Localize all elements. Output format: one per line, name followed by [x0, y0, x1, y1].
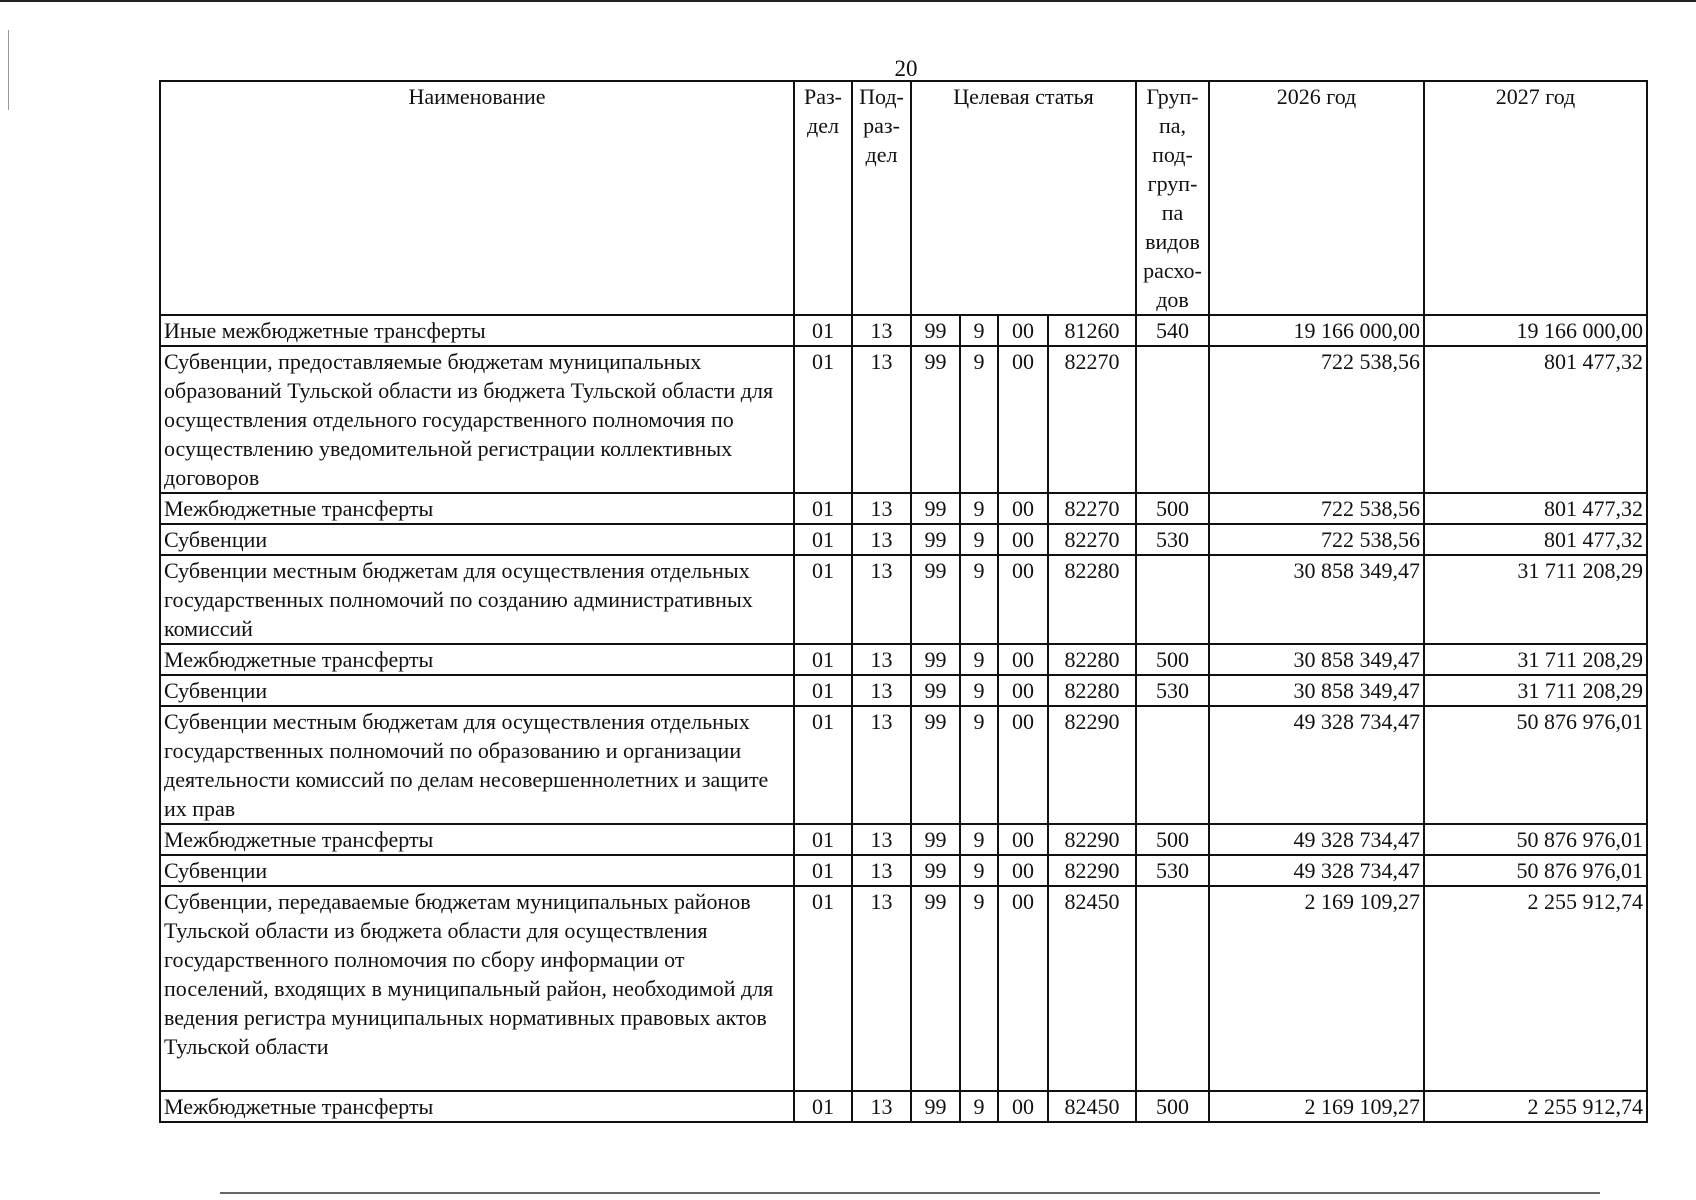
row-target-subprogram: 9	[960, 644, 998, 675]
row-target-subprogram: 9	[960, 824, 998, 855]
row-expense-group	[1136, 886, 1209, 1091]
row-razdel: 01	[794, 493, 852, 524]
header-razdel: Раз- дел	[794, 81, 852, 315]
row-expense-group: 500	[1136, 493, 1209, 524]
table-header-row	[160, 81, 1647, 315]
row-razdel: 01	[794, 644, 852, 675]
row-podrazdel: 13	[852, 524, 911, 555]
row-target-subprogram: 9	[960, 1091, 998, 1122]
row-target-program: 99	[911, 675, 960, 706]
row-target-code: 82270	[1048, 346, 1136, 493]
row-amount-2027: 2 255 912,74	[1424, 1091, 1647, 1122]
row-name: Межбюджетные трансферты	[160, 493, 794, 524]
row-target-code: 82270	[1048, 524, 1136, 555]
row-name: Субвенции местным бюджетам для осуществления отдельных государственных полномочий по образованию и организации деятельности комиссий по делам несовершеннолетних и защите их прав	[160, 706, 794, 824]
row-target-code: 82450	[1048, 1091, 1136, 1122]
row-amount-2026: 722 538,56	[1209, 346, 1424, 493]
row-podrazdel: 13	[852, 1091, 911, 1122]
row-amount-2026: 2 169 109,27	[1209, 1091, 1424, 1122]
row-name: Межбюджетные трансферты	[160, 1091, 794, 1122]
row-target-program: 99	[911, 1091, 960, 1122]
row-name-text: Субвенции, передаваемые бюджетам муниципальных районов Тульской области из бюджета области для осуществления государственного полномочия по сбору информации от поселений, входящих в муниципальный район, необходимой для ведения регистра муниципальных нормативных правовых актов Тульской области	[164, 889, 774, 1059]
row-amount-2026: 2 169 109,27	[1209, 886, 1424, 1091]
row-target-code: 82280	[1048, 675, 1136, 706]
row-razdel: 01	[794, 886, 852, 1091]
row-razdel: 01	[794, 706, 852, 824]
row-target-subprogram: 9	[960, 706, 998, 824]
header-year-2027: 2027 год	[1424, 81, 1647, 315]
row-podrazdel: 13	[852, 675, 911, 706]
row-razdel: 01	[794, 346, 852, 493]
row-target-subprogram: 9	[960, 493, 998, 524]
table-row	[160, 1091, 1647, 1122]
row-razdel: 01	[794, 555, 852, 644]
row-target-program: 99	[911, 855, 960, 886]
row-target-subprogram: 9	[960, 675, 998, 706]
header-year-2026: 2026 год	[1209, 81, 1424, 315]
row-expense-group: 530	[1136, 675, 1209, 706]
row-podrazdel: 13	[852, 886, 911, 1091]
header-name: Наименование	[160, 81, 794, 315]
row-expense-group: 530	[1136, 855, 1209, 886]
row-expense-group	[1136, 706, 1209, 824]
scan-border-bottom	[220, 1192, 1600, 1194]
row-name: Иные межбюджетные трансферты	[160, 315, 794, 346]
row-expense-group: 500	[1136, 1091, 1209, 1122]
table-row	[160, 824, 1647, 855]
row-target-code: 82280	[1048, 644, 1136, 675]
row-razdel: 01	[794, 1091, 852, 1122]
row-amount-2026: 722 538,56	[1209, 493, 1424, 524]
row-target-measure: 00	[998, 886, 1048, 1091]
table-row	[160, 706, 1647, 824]
row-amount-2027: 50 876 976,01	[1424, 706, 1647, 824]
row-target-program: 99	[911, 886, 960, 1091]
scan-border-top	[0, 0, 1696, 2]
row-name: Субвенции местным бюджетам для осуществления отдельных государственных полномочий по созданию административных комиссий	[160, 555, 794, 644]
row-name: Субвенции	[160, 524, 794, 555]
page-number: 20	[894, 56, 918, 81]
budget-table	[159, 80, 1648, 1123]
row-amount-2027: 801 477,32	[1424, 493, 1647, 524]
row-target-code: 82290	[1048, 855, 1136, 886]
row-target-program: 99	[911, 315, 960, 346]
row-podrazdel: 13	[852, 706, 911, 824]
table-body	[160, 315, 1647, 1122]
row-amount-2026: 49 328 734,47	[1209, 824, 1424, 855]
row-amount-2026: 49 328 734,47	[1209, 855, 1424, 886]
row-amount-2027: 50 876 976,01	[1424, 855, 1647, 886]
row-podrazdel: 13	[852, 644, 911, 675]
row-name: Межбюджетные трансферты	[160, 824, 794, 855]
row-target-measure: 00	[998, 675, 1048, 706]
row-amount-2027: 801 477,32	[1424, 346, 1647, 493]
row-target-measure: 00	[998, 555, 1048, 644]
row-razdel: 01	[794, 315, 852, 346]
row-target-code: 82280	[1048, 555, 1136, 644]
row-target-subprogram: 9	[960, 315, 998, 346]
row-podrazdel: 13	[852, 315, 911, 346]
row-target-subprogram: 9	[960, 855, 998, 886]
table-row	[160, 644, 1647, 675]
row-podrazdel: 13	[852, 555, 911, 644]
table-row	[160, 886, 1647, 1091]
row-target-program: 99	[911, 824, 960, 855]
table-row	[160, 555, 1647, 644]
row-amount-2027: 801 477,32	[1424, 524, 1647, 555]
row-name	[160, 886, 794, 1091]
row-amount-2027: 19 166 000,00	[1424, 315, 1647, 346]
header-target-article: Целевая статья	[911, 81, 1136, 315]
row-podrazdel: 13	[852, 824, 911, 855]
table-row	[160, 855, 1647, 886]
table-row	[160, 346, 1647, 493]
row-amount-2026: 30 858 349,47	[1209, 555, 1424, 644]
row-target-code: 82290	[1048, 824, 1136, 855]
row-name: Субвенции	[160, 675, 794, 706]
row-target-program: 99	[911, 493, 960, 524]
row-target-subprogram: 9	[960, 886, 998, 1091]
row-amount-2027: 31 711 208,29	[1424, 555, 1647, 644]
row-target-code: 82290	[1048, 706, 1136, 824]
row-expense-group: 540	[1136, 315, 1209, 346]
row-podrazdel: 13	[852, 493, 911, 524]
table-row	[160, 493, 1647, 524]
row-name: Субвенции	[160, 855, 794, 886]
row-amount-2026: 19 166 000,00	[1209, 315, 1424, 346]
row-target-program: 99	[911, 644, 960, 675]
row-expense-group: 500	[1136, 644, 1209, 675]
row-amount-2027: 2 255 912,74	[1424, 886, 1647, 1091]
table-row	[160, 524, 1647, 555]
row-target-code: 82450	[1048, 886, 1136, 1091]
row-expense-group	[1136, 555, 1209, 644]
row-expense-group: 530	[1136, 524, 1209, 555]
table-row	[160, 315, 1647, 346]
row-target-measure: 00	[998, 1091, 1048, 1122]
row-target-measure: 00	[998, 706, 1048, 824]
row-razdel: 01	[794, 855, 852, 886]
row-target-measure: 00	[998, 855, 1048, 886]
row-target-code: 82270	[1048, 493, 1136, 524]
row-razdel: 01	[794, 524, 852, 555]
row-target-measure: 00	[998, 524, 1048, 555]
header-podrazdel: Под- раз- дел	[852, 81, 911, 315]
row-target-code: 81260	[1048, 315, 1136, 346]
row-target-program: 99	[911, 706, 960, 824]
table-row	[160, 675, 1647, 706]
row-podrazdel: 13	[852, 855, 911, 886]
row-amount-2027: 31 711 208,29	[1424, 675, 1647, 706]
row-target-program: 99	[911, 524, 960, 555]
row-target-subprogram: 9	[960, 524, 998, 555]
row-target-measure: 00	[998, 644, 1048, 675]
row-name: Межбюджетные трансферты	[160, 644, 794, 675]
row-target-measure: 00	[998, 315, 1048, 346]
row-target-measure: 00	[998, 346, 1048, 493]
row-expense-group	[1136, 346, 1209, 493]
row-expense-group: 500	[1136, 824, 1209, 855]
header-expense-group: Груп- па, под- груп- па видов расхо- дов	[1136, 81, 1209, 315]
row-razdel: 01	[794, 675, 852, 706]
row-amount-2026: 30 858 349,47	[1209, 675, 1424, 706]
row-amount-2026: 30 858 349,47	[1209, 644, 1424, 675]
row-target-program: 99	[911, 555, 960, 644]
row-name: Субвенции, предоставляемые бюджетам муниципальных образований Тульской области из бюджета Тульской области для осуществления отдельного государственного полномочия по осуществлению уведомительной регистрации коллективных договоров	[160, 346, 794, 493]
row-target-measure: 00	[998, 824, 1048, 855]
row-amount-2026: 722 538,56	[1209, 524, 1424, 555]
row-trailing-space	[164, 1061, 790, 1090]
row-amount-2027: 50 876 976,01	[1424, 824, 1647, 855]
row-target-program: 99	[911, 346, 960, 493]
row-razdel: 01	[794, 824, 852, 855]
row-amount-2027: 31 711 208,29	[1424, 644, 1647, 675]
row-amount-2026: 49 328 734,47	[1209, 706, 1424, 824]
row-podrazdel: 13	[852, 346, 911, 493]
row-target-subprogram: 9	[960, 555, 998, 644]
row-target-measure: 00	[998, 493, 1048, 524]
row-target-subprogram: 9	[960, 346, 998, 493]
